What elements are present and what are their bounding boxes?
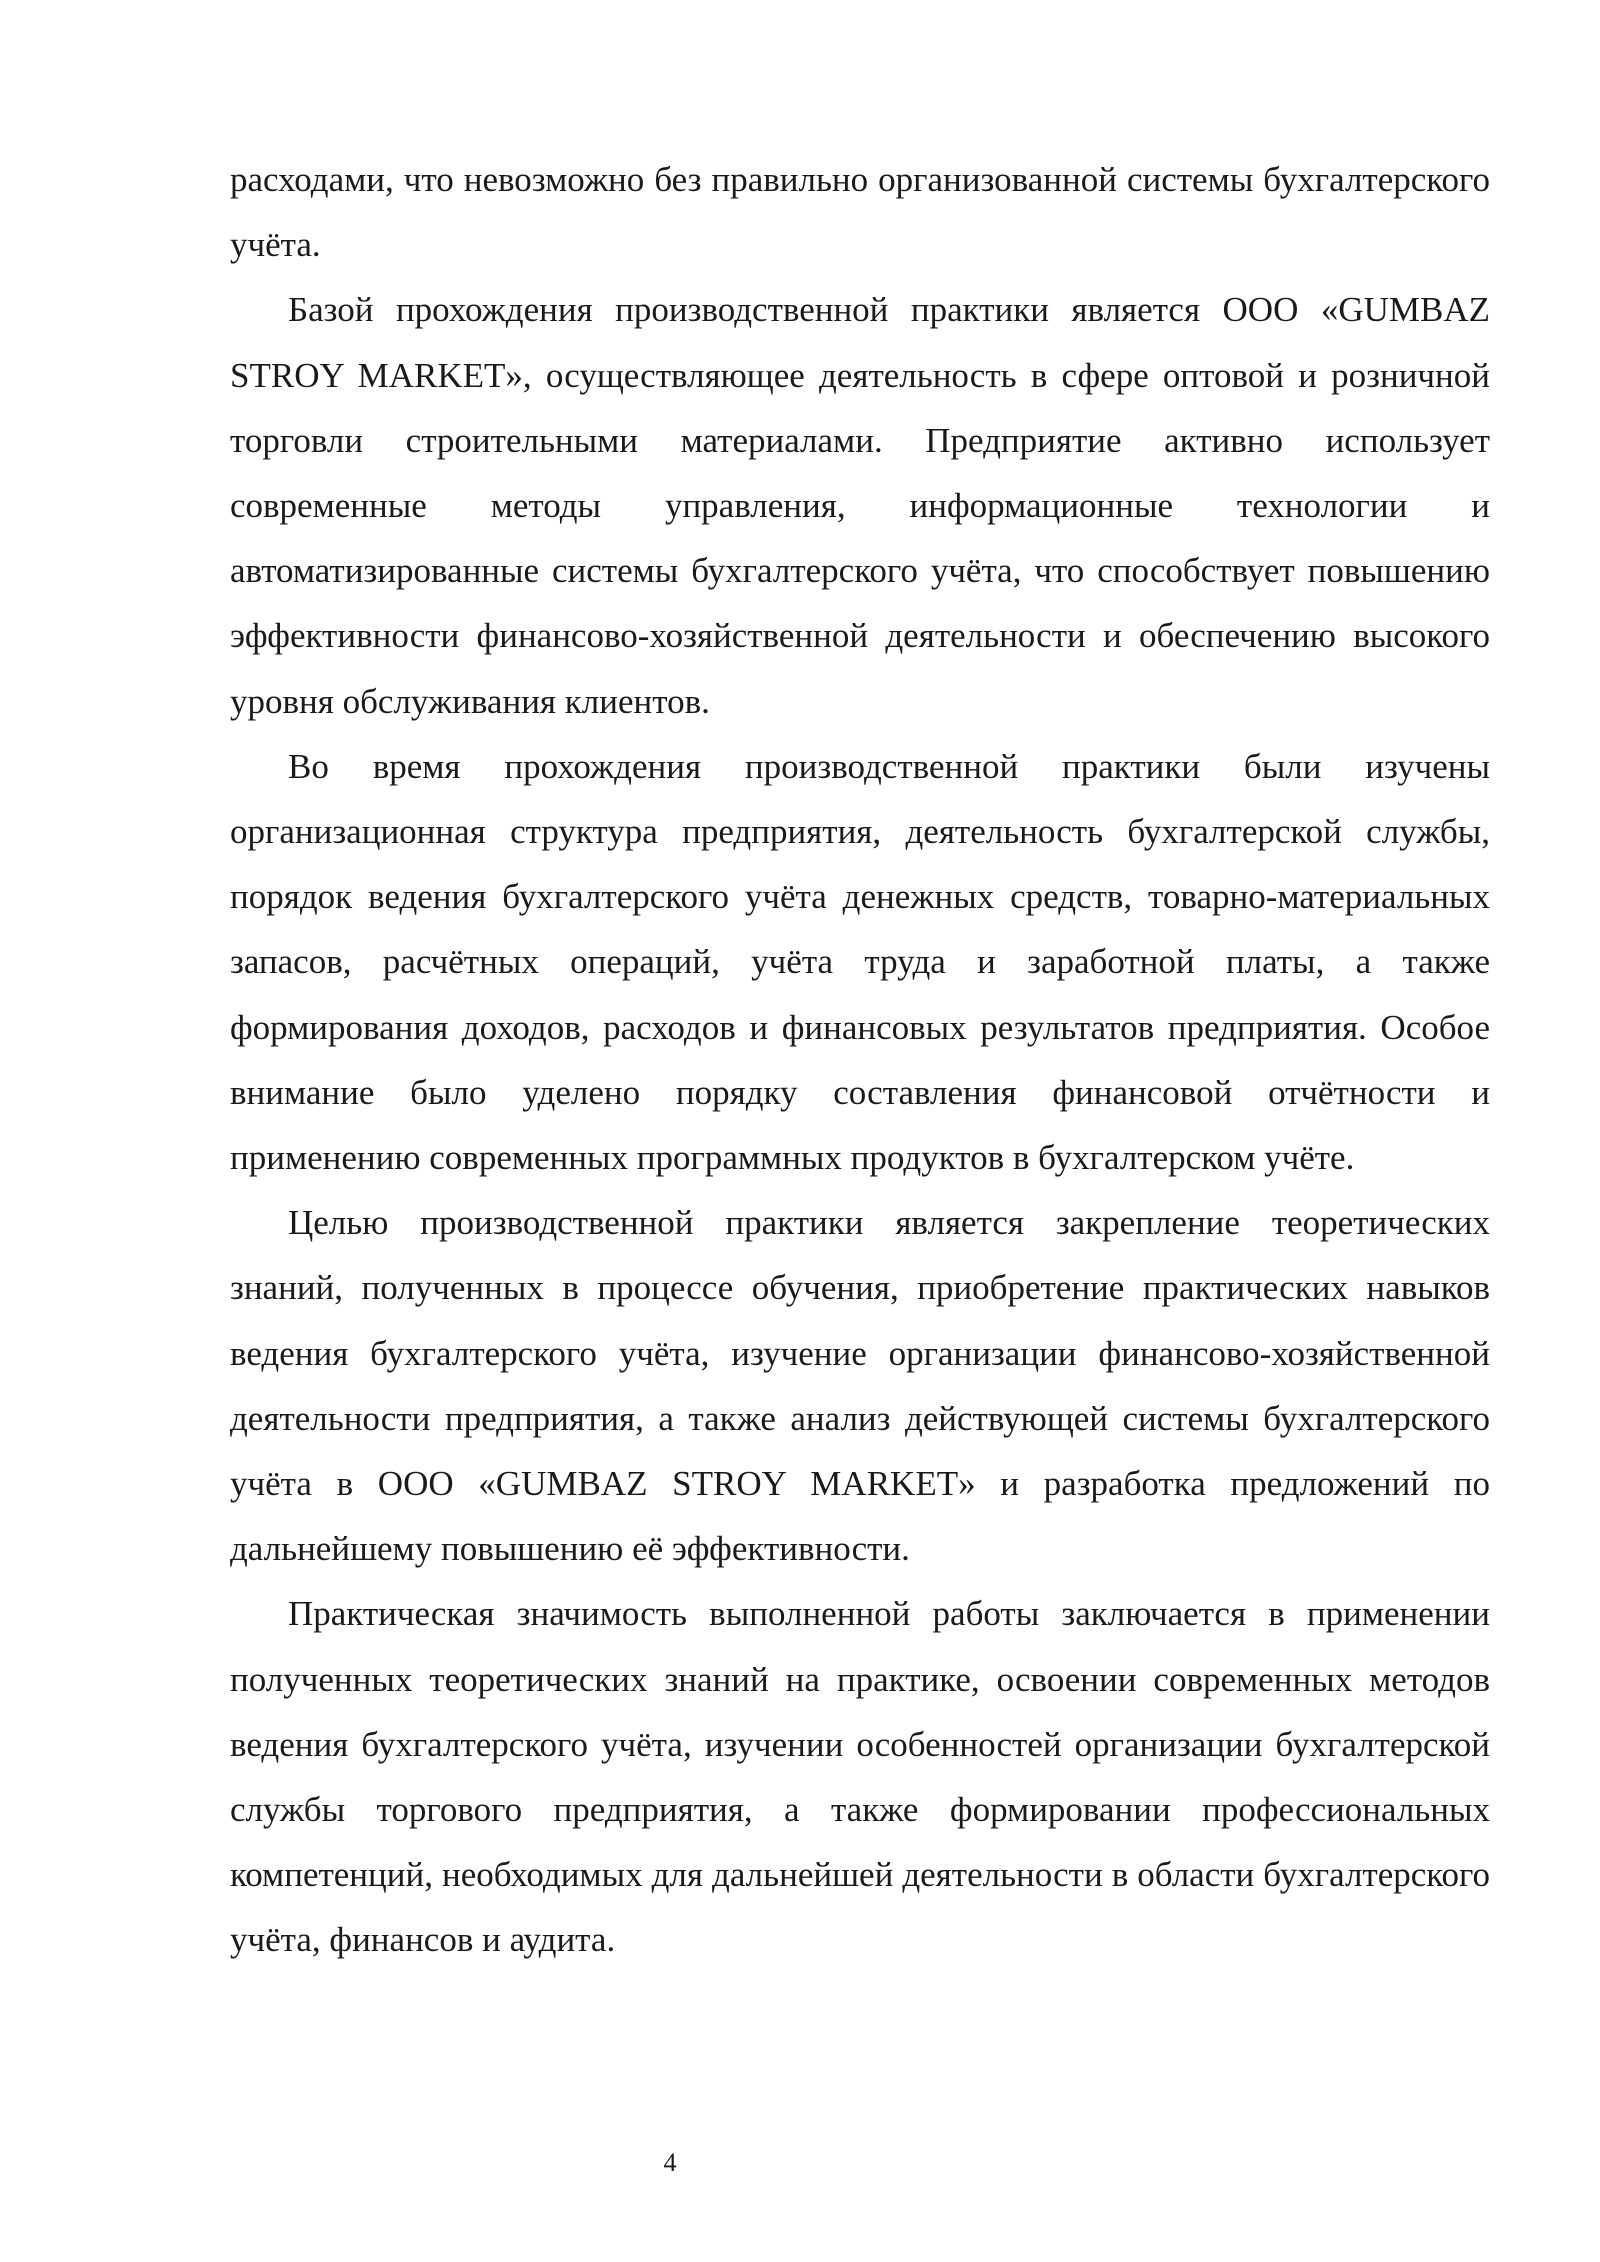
paragraph-practical-significance: Практическая значимость выполненной работы заключается в применении полученных теоретических знаний на практике, освоении современных методов ведения бухгалтерского учёта, изучении особенностей организации бухгалтерской службы торгового предприятия, а также формировании профессиональных компетенций, необходимых для дальнейшей деятельности в области бухгалтерского учёта, финансов и аудита.: [230, 1594, 1490, 1960]
paragraph-studied-topics: Во время прохождения производственной практики были изучены организационная структура предприятия, деятельность бухгалтерской службы, порядок ведения бухгалтерского учёта денежных средств, товарно-материальных запасов, расчётных операций, учёта труда и заработной платы, а также формирования доходов, расходов и финансовых результатов предприятия. Особое внимание было уделено порядку составления финансовой отчётности и применению современных программных продуктов в бухгалтерском учёте.: [230, 746, 1490, 1178]
paragraph-continuation: расходами, что невозможно без правильно организованной системы бухгалтерского учёта.: [230, 160, 1490, 265]
page-number: 4: [663, 2148, 677, 2177]
paragraph-practice-base: Базой прохождения производственной практики является ООО «GUMBAZ STROY MARKET», осуществляющее деятельность в сфере оптовой и розничной торговли строительными материалами. Предприятие активно использует современные методы управления, информационные технологии и автоматизированные системы бухгалтерского учёта, что способствует повышению эффективности финансово-хозяйственной деятельности и обеспечению высокого уровня обслуживания клиентов.: [230, 290, 1490, 721]
paragraph-practice-goal: Целью производственной практики является закрепление теоретических знаний, полученных в процессе обучения, приобретение практических навыков ведения бухгалтерского учёта, изучение организации финансово-хозяйственной деятельности предприятия, а также анализ действующей системы бухгалтерского учёта в ООО «GUMBAZ STROY MARKET» и разработка предложений по дальнейшему повышению её эффективности.: [230, 1203, 1490, 1569]
body-text: [230, 147, 1490, 1973]
